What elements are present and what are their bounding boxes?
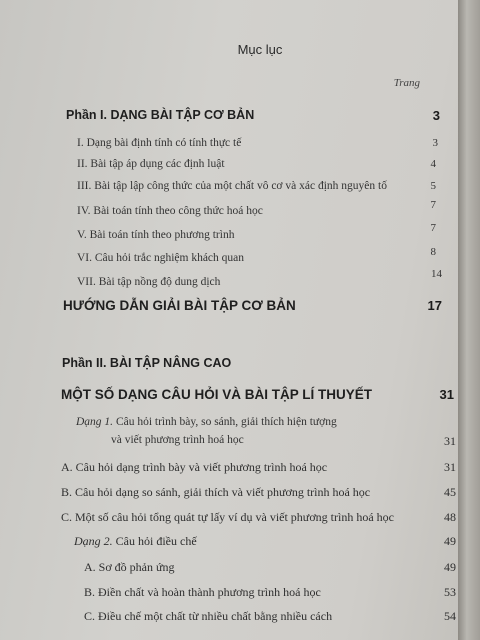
dang2-label: Câu hỏi điều chế (115, 534, 197, 548)
dang1-page: 31 (444, 434, 456, 448)
toc-entry-page: 7 (430, 222, 436, 234)
toc-entry-page: 5 (430, 180, 436, 192)
section-heading: MỘT SỐ DẠNG CÂU HỎI VÀ BÀI TẬP LÍ THUYẾT (61, 387, 373, 402)
toc-entry-page: 53 (444, 585, 456, 599)
toc-entry-label: I. Dạng bài định tính có tính thực tế (77, 137, 242, 149)
guide-heading-page: 17 (427, 298, 442, 313)
dang1-prefix: Dạng 1. (76, 416, 114, 428)
part2-heading: Phần II. BÀI TẬP NÂNG CAO (62, 356, 232, 370)
toc-entry-page: 14 (431, 268, 442, 280)
toc-entry-label: IV. Bài toán tính theo công thức hoá học (77, 205, 263, 217)
part1-heading: Phần I. DẠNG BÀI TẬP CƠ BẢN (66, 108, 255, 122)
toc-entry-label: VII. Bài tập nồng độ dung dịch (77, 276, 221, 288)
toc-entry-page: 45 (444, 485, 456, 499)
toc-entry-label: V. Bài toán tính theo phương trình (77, 229, 235, 241)
toc-entry-label: A. Sơ đồ phản ứng (84, 560, 175, 574)
toc-entry-page: 7 (430, 199, 436, 211)
dang2-prefix: Dạng 2. (74, 534, 113, 548)
dang1-line2: và viết phương trình hoá học (111, 434, 244, 446)
toc-entry-page: 3 (432, 137, 438, 149)
toc-entry-page: 48 (444, 510, 456, 524)
toc-entry-label: III. Bài tập lập công thức của một chất vô cơ và xác định nguyên tố (77, 180, 387, 192)
toc-entry-label: A. Câu hỏi dạng trình bày và viết phương trình hoá học (61, 460, 328, 474)
dang2-page: 49 (444, 534, 456, 548)
page-column-header: Trang (393, 77, 420, 89)
dang1-line1: Câu hỏi trình bày, so sánh, giải thích hiện tượng (115, 416, 337, 428)
toc-entry-page: 4 (430, 158, 436, 170)
toc-entry-label: II. Bài tập áp dụng các định luật (77, 158, 225, 170)
toc-entry-label: B. Điền chất và hoàn thành phương trình hoá học (84, 585, 321, 599)
page-title: Mục lục (237, 42, 283, 57)
toc-entry-label: C. Một số câu hỏi tổng quát tự lấy ví dụ và viết phương trình hoá học (61, 510, 394, 524)
adjacent-page-edge (458, 0, 480, 640)
toc-entry-label: VI. Câu hỏi trắc nghiệm khách quan (77, 252, 245, 264)
toc-entry-label: C. Điều chế một chất từ nhiều chất bằng nhiều cách (84, 609, 333, 623)
toc-entry-page: 49 (444, 560, 456, 574)
part1-heading-page: 3 (432, 108, 440, 123)
toc-entry-label: B. Câu hỏi dạng so sánh, giải thích và viết phương trình hoá học (61, 485, 371, 499)
guide-heading: HƯỚNG DẪN GIẢI BÀI TẬP CƠ BẢN (63, 298, 296, 313)
section-heading-page: 31 (439, 387, 454, 402)
toc-entry-page: 8 (430, 246, 436, 258)
toc-entry-page: 31 (444, 460, 456, 474)
toc-entry-page: 54 (444, 609, 456, 623)
